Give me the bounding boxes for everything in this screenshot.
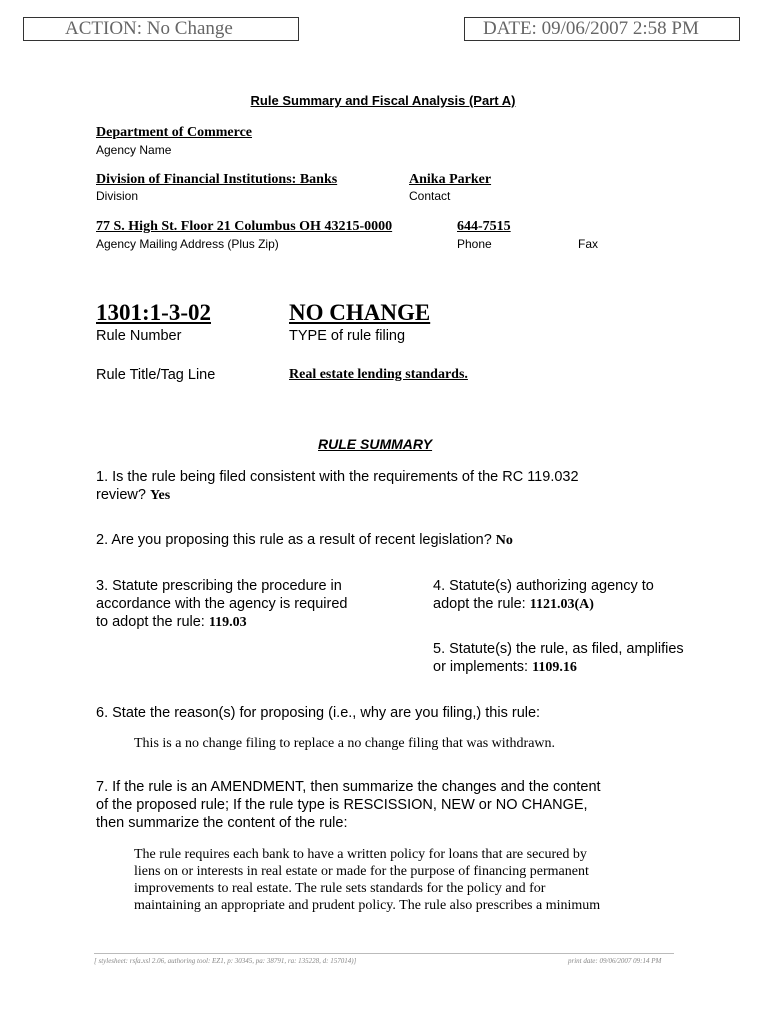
phone-value: 644-7515 xyxy=(457,219,511,234)
agency-name-label: Agency Name xyxy=(96,143,172,157)
action-text: ACTION: No Change xyxy=(65,18,233,39)
question-6: 6. State the reason(s) for proposing (i.e., why are you filing,) this rule: xyxy=(96,705,541,721)
rule-type-value: NO CHANGE xyxy=(289,300,431,325)
page-title: Rule Summary and Fiscal Analysis (Part A) xyxy=(250,93,516,108)
question-1-text: review? xyxy=(96,487,146,503)
contact-label: Contact xyxy=(409,189,451,203)
question-3-line-1: 3. Statute prescribing the procedure in xyxy=(96,578,342,594)
question-7-line-3: then summarize the content of the rule: xyxy=(96,815,348,831)
question-5-answer: 1109.16 xyxy=(532,660,577,675)
question-4-text: adopt the rule: xyxy=(433,596,526,612)
question-7 xyxy=(96,778,601,832)
question-3-text: to adopt the rule: xyxy=(96,614,205,630)
division-label: Division xyxy=(96,189,139,203)
question-3 xyxy=(96,577,347,632)
action-box xyxy=(23,17,299,41)
question-6-answer: This is a no change filing to replace a no change filing that was withdrawn. xyxy=(134,736,556,751)
question-7-line-2: of the proposed rule; If the rule type is RESCISSION, NEW or NO CHANGE, xyxy=(96,797,588,813)
rule-title-label: Rule Title/Tag Line xyxy=(96,367,216,383)
address-value: 77 S. High St. Floor 21 Columbus OH 43215-0000 xyxy=(96,219,393,234)
question-7-line-1: 7. If the rule is an AMENDMENT, then summarize the changes and the content xyxy=(96,779,601,795)
question-7-answer-line-4: maintaining an appropriate and prudent policy. The rule also prescribes a minimum xyxy=(134,898,601,913)
rule-number-value: 1301:1-3-02 xyxy=(96,300,211,325)
rule-type-label: TYPE of rule filing xyxy=(289,328,406,344)
question-7-answer-line-3: improvements to real estate. The rule sets standards for the policy and for xyxy=(134,881,546,896)
question-3-line-3 xyxy=(96,613,347,632)
phone-label: Phone xyxy=(457,237,492,251)
rule-number-label: Rule Number xyxy=(96,328,182,344)
question-1-line-2 xyxy=(96,486,579,505)
agency-name-value: Department of Commerce xyxy=(96,125,253,140)
question-4-line-1: 4. Statute(s) authorizing agency to xyxy=(433,578,654,594)
division-value: Division of Financial Institutions: Banks xyxy=(96,172,338,187)
question-5 xyxy=(433,640,684,677)
question-2-answer: No xyxy=(495,533,513,548)
contact-value: Anika Parker xyxy=(409,172,492,187)
question-4-line-2 xyxy=(433,595,654,614)
footer-divider xyxy=(94,953,674,954)
question-5-line-2 xyxy=(433,658,684,677)
date-text: DATE: 09/06/2007 2:58 PM xyxy=(483,18,699,39)
question-4-answer: 1121.03(A) xyxy=(529,597,594,612)
footer-print-date: print date: 09/06/2007 09:14 PM xyxy=(568,957,662,965)
question-2-text: 2. Are you proposing this rule as a result of recent legislation? xyxy=(96,532,492,548)
question-1-line-1: 1. Is the rule being filed consistent with the requirements of the RC 119.032 xyxy=(96,469,579,485)
question-5-text: or implements: xyxy=(433,659,529,675)
question-1 xyxy=(96,468,579,505)
date-box xyxy=(464,17,740,41)
question-3-line-2: accordance with the agency is required xyxy=(96,596,348,612)
question-3-answer: 119.03 xyxy=(208,615,247,630)
question-4 xyxy=(433,577,654,614)
rule-summary-heading: RULE SUMMARY xyxy=(318,436,433,452)
question-1-answer: Yes xyxy=(150,488,171,503)
fax-label: Fax xyxy=(578,237,599,251)
rule-title-value: Real estate lending standards. xyxy=(289,367,468,382)
footer-stylesheet-info: [ stylesheet: rsfa.xsl 2.06, authoring tool: EZ1, p: 30345, pa: 38791, ra: 135228, d: 157014)] xyxy=(94,957,357,965)
question-2 xyxy=(96,531,513,550)
question-5-line-1: 5. Statute(s) the rule, as filed, amplifies xyxy=(433,641,684,657)
question-7-answer-line-2: liens on or interests in real estate or made for the purpose of financing permanent xyxy=(134,864,589,879)
question-7-answer-line-1: The rule requires each bank to have a written policy for loans that are secured by xyxy=(134,847,587,862)
question-7-answer xyxy=(134,846,600,914)
address-label: Agency Mailing Address (Plus Zip) xyxy=(96,237,279,251)
